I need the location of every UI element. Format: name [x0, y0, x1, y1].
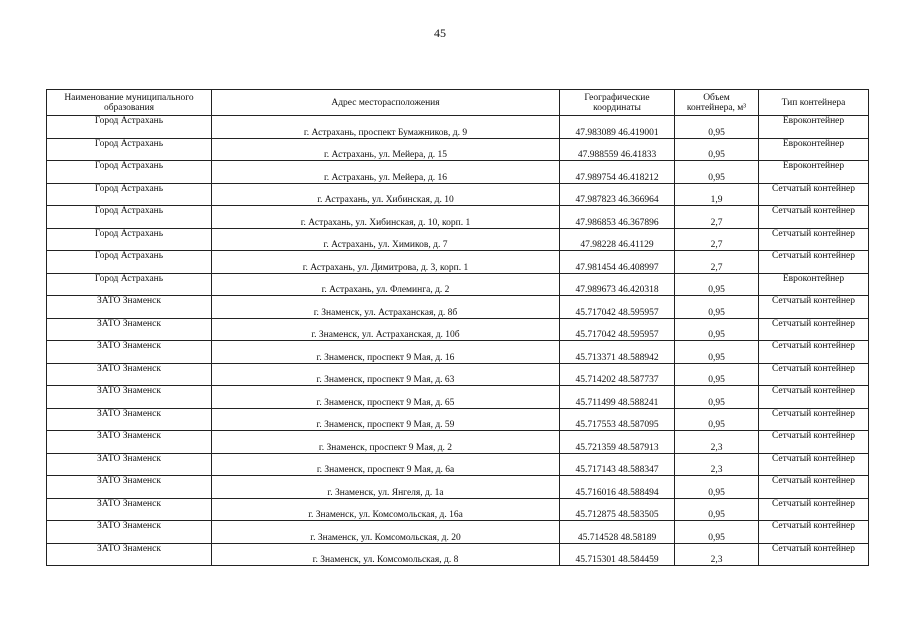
cell-coordinates: 45.713371 48.588942 — [560, 341, 675, 364]
cell-municipality: ЗАТО Знаменск — [47, 408, 212, 431]
cell-municipality: ЗАТО Знаменск — [47, 498, 212, 521]
cell-coordinates: 45.717042 48.595957 — [560, 318, 675, 341]
cell-container-type: Сетчатый контейнер — [759, 498, 869, 521]
cell-municipality: Город Астрахань — [47, 138, 212, 161]
cell-volume: 0,95 — [675, 386, 759, 409]
cell-coordinates: 45.714202 48.587737 — [560, 363, 675, 386]
cell-coordinates: 45.717553 48.587095 — [560, 408, 675, 431]
cell-volume: 0,95 — [675, 138, 759, 161]
cell-container-type: Сетчатый контейнер — [759, 183, 869, 206]
cell-volume: 0,95 — [675, 116, 759, 139]
cell-address: г. Астрахань, ул. Мейера, д. 16 — [212, 161, 560, 184]
header-row — [47, 90, 869, 116]
cell-container-type: Евроконтейнер — [759, 161, 869, 184]
table-row — [47, 183, 869, 206]
table-row — [47, 228, 869, 251]
cell-municipality: Город Астрахань — [47, 273, 212, 296]
cell-coordinates: 45.721359 48.587913 — [560, 431, 675, 454]
cell-address: г. Астрахань, ул. Димитрова, д. 3, корп. 1 — [212, 251, 560, 274]
cell-coordinates: 45.715301 48.584459 — [560, 543, 675, 566]
table-body — [47, 116, 869, 566]
cell-municipality: ЗАТО Знаменск — [47, 453, 212, 476]
cell-container-type: Сетчатый контейнер — [759, 363, 869, 386]
table-row — [47, 318, 869, 341]
cell-address: г. Знаменск, ул. Астраханская, д. 8б — [212, 296, 560, 319]
cell-container-type: Сетчатый контейнер — [759, 521, 869, 544]
header-volume: Объем контейнера, м³ — [675, 90, 759, 116]
cell-coordinates: 45.712875 48.583505 — [560, 498, 675, 521]
cell-container-type: Евроконтейнер — [759, 273, 869, 296]
cell-municipality: Город Астрахань — [47, 206, 212, 229]
cell-volume: 0,95 — [675, 296, 759, 319]
table-header — [47, 90, 869, 116]
cell-container-type: Евроконтейнер — [759, 116, 869, 139]
header-municipality: Наименование муниципального образования — [47, 90, 212, 116]
cell-address: г. Знаменск, ул. Комсомольская, д. 16а — [212, 498, 560, 521]
cell-address: г. Знаменск, ул. Комсомольская, д. 8 — [212, 543, 560, 566]
cell-coordinates: 47.986853 46.367896 — [560, 206, 675, 229]
cell-municipality: Город Астрахань — [47, 116, 212, 139]
cell-address: г. Астрахань, ул. Хибинская, д. 10 — [212, 183, 560, 206]
cell-address: г. Знаменск, проспект 9 Мая, д. 59 — [212, 408, 560, 431]
cell-container-type: Сетчатый контейнер — [759, 386, 869, 409]
cell-volume: 0,95 — [675, 341, 759, 364]
page-number: 45 — [434, 26, 446, 40]
cell-municipality: ЗАТО Знаменск — [47, 476, 212, 499]
cell-municipality: ЗАТО Знаменск — [47, 521, 212, 544]
cell-coordinates: 47.98228 46.41129 — [560, 228, 675, 251]
cell-container-type: Сетчатый контейнер — [759, 228, 869, 251]
cell-coordinates: 47.983089 46.419001 — [560, 116, 675, 139]
cell-coordinates: 45.716016 48.588494 — [560, 476, 675, 499]
container-registry-table — [46, 89, 869, 566]
cell-municipality: Город Астрахань — [47, 161, 212, 184]
cell-address: г. Астрахань, ул. Хибинская, д. 10, корп. 1 — [212, 206, 560, 229]
cell-volume: 2,3 — [675, 453, 759, 476]
cell-address: г. Знаменск, ул. Астраханская, д. 10б — [212, 318, 560, 341]
cell-coordinates: 45.714528 48.58189 — [560, 521, 675, 544]
table-row — [47, 206, 869, 229]
table-row — [47, 431, 869, 454]
cell-container-type: Сетчатый контейнер — [759, 453, 869, 476]
cell-volume: 0,95 — [675, 408, 759, 431]
table-row — [47, 363, 869, 386]
table-row — [47, 408, 869, 431]
table-row — [47, 116, 869, 139]
cell-container-type: Сетчатый контейнер — [759, 296, 869, 319]
cell-coordinates: 47.989673 46.420318 — [560, 273, 675, 296]
table-row — [47, 341, 869, 364]
cell-municipality: ЗАТО Знаменск — [47, 341, 212, 364]
table-row — [47, 273, 869, 296]
cell-coordinates: 45.717042 48.595957 — [560, 296, 675, 319]
cell-container-type: Евроконтейнер — [759, 138, 869, 161]
table-row — [47, 453, 869, 476]
table-row — [47, 543, 869, 566]
cell-address: г. Астрахань, ул. Химиков, д. 7 — [212, 228, 560, 251]
table-row — [47, 161, 869, 184]
cell-address: г. Знаменск, ул. Комсомольская, д. 20 — [212, 521, 560, 544]
cell-address: г. Знаменск, проспект 9 Мая, д. 63 — [212, 363, 560, 386]
table-row — [47, 251, 869, 274]
cell-volume: 2,3 — [675, 431, 759, 454]
cell-container-type: Сетчатый контейнер — [759, 431, 869, 454]
table-row — [47, 386, 869, 409]
cell-municipality: Город Астрахань — [47, 228, 212, 251]
cell-volume: 0,95 — [675, 363, 759, 386]
cell-address: г. Знаменск, проспект 9 Мая, д. 2 — [212, 431, 560, 454]
cell-volume: 0,95 — [675, 521, 759, 544]
cell-container-type: Сетчатый контейнер — [759, 318, 869, 341]
cell-municipality: Город Астрахань — [47, 251, 212, 274]
cell-municipality: ЗАТО Знаменск — [47, 296, 212, 319]
cell-coordinates: 47.988559 46.41833 — [560, 138, 675, 161]
cell-address: г. Знаменск, проспект 9 Мая, д. 65 — [212, 386, 560, 409]
cell-address: г. Астрахань, ул. Мейера, д. 15 — [212, 138, 560, 161]
cell-coordinates: 47.981454 46.408997 — [560, 251, 675, 274]
table-row — [47, 476, 869, 499]
cell-volume: 2,7 — [675, 206, 759, 229]
cell-container-type: Сетчатый контейнер — [759, 341, 869, 364]
cell-volume: 0,95 — [675, 273, 759, 296]
table-row — [47, 521, 869, 544]
cell-container-type: Сетчатый контейнер — [759, 206, 869, 229]
cell-coordinates: 47.987823 46.366964 — [560, 183, 675, 206]
cell-container-type: Сетчатый контейнер — [759, 251, 869, 274]
cell-volume: 0,95 — [675, 498, 759, 521]
cell-municipality: ЗАТО Знаменск — [47, 386, 212, 409]
cell-volume: 2,7 — [675, 228, 759, 251]
cell-municipality: ЗАТО Знаменск — [47, 318, 212, 341]
cell-address: г. Знаменск, проспект 9 Мая, д. 6а — [212, 453, 560, 476]
cell-municipality: ЗАТО Знаменск — [47, 431, 212, 454]
cell-coordinates: 47.989754 46.418212 — [560, 161, 675, 184]
cell-coordinates: 45.717143 48.588347 — [560, 453, 675, 476]
cell-municipality: ЗАТО Знаменск — [47, 363, 212, 386]
table-row — [47, 498, 869, 521]
cell-container-type: Сетчатый контейнер — [759, 543, 869, 566]
header-container-type: Тип контейнера — [759, 90, 869, 116]
cell-volume: 0,95 — [675, 476, 759, 499]
cell-volume: 0,95 — [675, 318, 759, 341]
cell-volume: 2,3 — [675, 543, 759, 566]
cell-address: г. Астрахань, проспект Бумажников, д. 9 — [212, 116, 560, 139]
cell-volume: 0,95 — [675, 161, 759, 184]
cell-container-type: Сетчатый контейнер — [759, 476, 869, 499]
header-address: Адрес месторасположения — [212, 90, 560, 116]
cell-municipality: ЗАТО Знаменск — [47, 543, 212, 566]
cell-address: г. Знаменск, ул. Янгеля, д. 1а — [212, 476, 560, 499]
cell-volume: 2,7 — [675, 251, 759, 274]
cell-municipality: Город Астрахань — [47, 183, 212, 206]
cell-coordinates: 45.711499 48.588241 — [560, 386, 675, 409]
cell-address: г. Астрахань, ул. Флеминга, д. 2 — [212, 273, 560, 296]
cell-address: г. Знаменск, проспект 9 Мая, д. 16 — [212, 341, 560, 364]
table-row — [47, 296, 869, 319]
cell-volume: 1,9 — [675, 183, 759, 206]
header-coordinates: Географические координаты — [560, 90, 675, 116]
table-row — [47, 138, 869, 161]
cell-container-type: Сетчатый контейнер — [759, 408, 869, 431]
